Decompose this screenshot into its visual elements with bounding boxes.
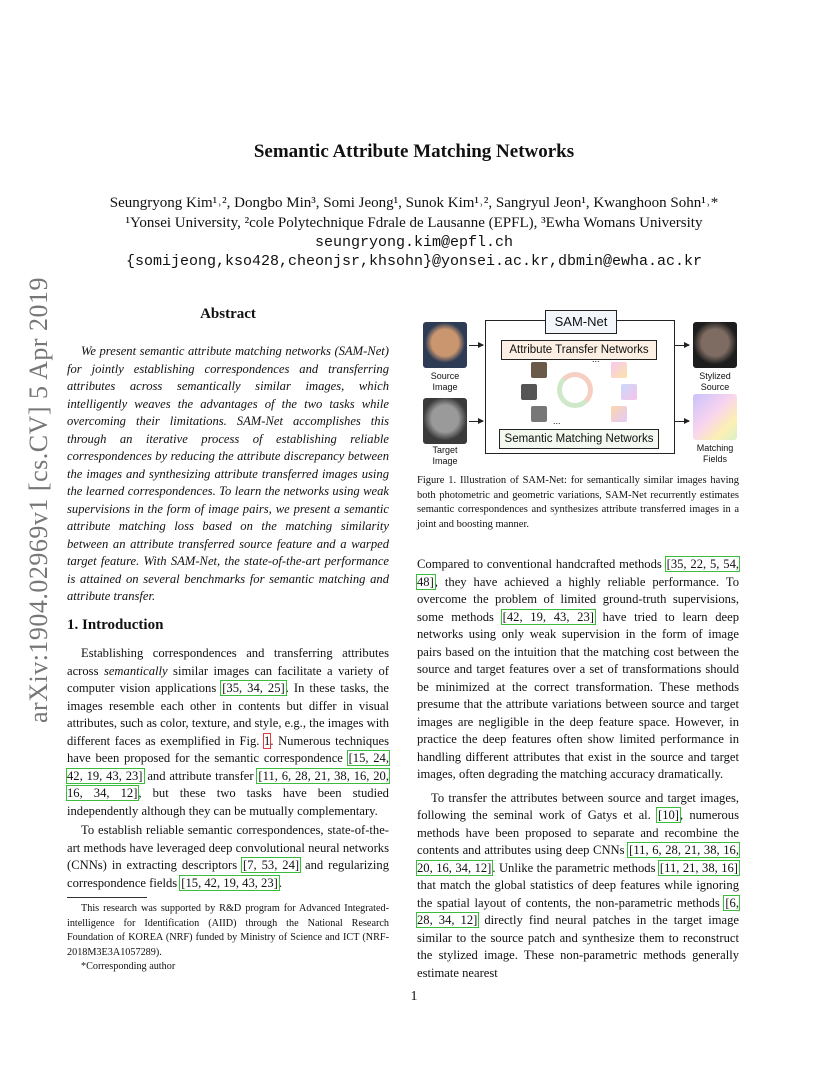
stylized-source-image bbox=[693, 322, 737, 368]
citation-link[interactable]: [11, 6, 28, 21, 38, 16, 20, 16, 34, 12] bbox=[67, 768, 390, 800]
ellipsis-bottom: ... bbox=[553, 416, 561, 426]
email-line-1: seungryong.kim@epfl.ch bbox=[314, 234, 514, 251]
right-paragraph-1: Compared to conventional handcrafted methods [35, 22, 5, 54, 48], they have achieved a highly reliable performance. To overcome the problem of limited ground-truth supervisions, some methods [42, 19, 43, 23] have tried to learn deep networks using only weak supervision in the form of image pairs based on the intuition that the matching cost between the source and target features over a set of transformations should be minimized at the correct transformation. These methods presume that the attribute variations between source and target images are negligible in the deep feature space. However, in practice the deep features often show limited performance in handling different attributes that exist in the source and target images, often degrading the matching accuracy dramatically. bbox=[417, 557, 740, 781]
right-paragraph-2: To transfer the attributes between source and target images, following the seminal work of Gatys et al. [10], numerous methods have been proposed to separate and recombine the contents and attributes using deep CNNs [11, 6, 28, 21, 38, 16, 20, 16, 34, 12]. Unlike the parametric methods [11, 21, 38, 16] that match the global statistics of deep features while ignoring the spatial layout of contents, the non-parametric methods [6, 28, 34, 12] directly find neural patches in the target image similar to the source patch and synthesize them to reconstruct the stylized image. These non-parametric methods generally estimate nearest bbox=[417, 790, 739, 980]
intermediate-face-thumb bbox=[531, 362, 547, 378]
source-image-label: Source Image bbox=[430, 371, 460, 392]
output-arrow bbox=[675, 345, 689, 346]
intermediate-field-thumb bbox=[611, 362, 627, 378]
affiliations: ¹Yonsei University, ²cole Polytechnique Fdrale de Lausanne (EPFL), ³Ewha Womans University bbox=[125, 215, 703, 231]
attribute-transfer-networks-box: Attribute Transfer Networks bbox=[501, 340, 657, 360]
citation-link[interactable]: [35, 34, 25] bbox=[222, 681, 285, 695]
recurrent-cycle-icon bbox=[557, 372, 593, 408]
figure-1-caption: Figure 1. Illustration of SAM-Net: for semantically similar images having both photometric and geometric variations, SAM-Net recurrently estimates semantic correspondences and synthesizes attribute transferred images in a joint and boosting manner. bbox=[417, 475, 739, 530]
output-arrow bbox=[675, 421, 689, 422]
abstract-heading: Abstract bbox=[200, 306, 256, 322]
footnotes bbox=[67, 902, 389, 975]
arxiv-sidebar-stamp bbox=[14, 276, 64, 724]
citation-link[interactable]: [15, 42, 19, 43, 23] bbox=[181, 875, 278, 890]
author-names: Seungryong Kim¹˒², Dongbo Min³, Somi Jeong¹, Sunok Kim¹˒², Sangryul Jeon¹, Kwanghoon Sohn¹˒* bbox=[109, 195, 719, 211]
matching-fields-image bbox=[693, 394, 737, 440]
author-block bbox=[0, 193, 828, 233]
intermediate-face-thumb bbox=[531, 406, 547, 422]
paper-title: Semantic Attribute Matching Networks bbox=[253, 141, 575, 162]
footnote-funding: This research was supported by R&D program for Advanced Integrated-intelligence for Identification (AIID) through the National Research Foundation of KOREA (NRF) funded by Ministry of Science and ICT (NRF-2018M3E3A1057289). bbox=[67, 903, 389, 958]
citation-link[interactable]: [42, 19, 43, 23] bbox=[502, 609, 594, 624]
citation-link[interactable]: [7, 53, 24] bbox=[243, 858, 300, 872]
intermediate-field-thumb bbox=[611, 406, 627, 422]
intro-paragraph-1: Establishing correspondences and transferring attributes across semantically similar images can facilitate a variety of computer vision applications [35, 34, 25]. In these tasks, the images resemble each other in contents but differ in visual attributes, such as color, texture, and style, e.g., the images with different faces as exemplified in Fig. 1. Numerous techniques have been proposed for the semantic correspondence [15, 24, 42, 19, 43, 23] and attribute transfer [11, 6, 28, 21, 38, 16, 20, 16, 34, 12], but these two tasks have been studied independently although they can be mutually complementary. bbox=[67, 646, 390, 818]
footnote-corresponding: *Corresponding author bbox=[81, 961, 176, 972]
citation-link[interactable]: [6, 28, 34, 12] bbox=[417, 895, 739, 927]
figure-ref-link[interactable]: 1 bbox=[264, 733, 271, 748]
semantic-matching-networks-box: Semantic Matching Networks bbox=[499, 429, 659, 449]
citation-link[interactable]: [15, 24, 42, 19, 43, 23] bbox=[67, 751, 390, 783]
target-image-label: Target Image bbox=[432, 445, 458, 466]
email-line-2: {somijeong,kso428,cheonjsr,khsohn}@yonsei.ac.kr,dbmin@ewha.ac.kr bbox=[125, 253, 703, 270]
intro-body bbox=[67, 645, 389, 892]
intermediate-face-thumb bbox=[521, 384, 537, 400]
arxiv-id: arXiv:1904.02969v1 [cs.CV] 5 Apr 2019 bbox=[24, 276, 53, 724]
ellipsis-top: ... bbox=[592, 354, 600, 364]
citation-link[interactable]: [10] bbox=[658, 808, 679, 822]
figure-1 bbox=[417, 300, 739, 470]
abstract-text: We present semantic attribute matching networks (SAM-Net) for jointly establishing correspondences and transferring attributes across semantically similar images, which intelligently weaves the advantages of the two tasks while overcoming their limitations. SAM-Net accomplishes this through an iterative process of establishing reliable correspondences by reducing the attribute discrepancy between the images and synthesizing attribute transferred images using the learned correspondences. To learn the networks using weak supervisions in the form of image pairs, we present a semantic attribute matching loss based on the matching similarity between an attribute transferred source feature and a warped target feature. With SAM-Net, the state-of-the-art performance is attained on several benchmarks for semantic matching and attribute transfer. bbox=[67, 344, 389, 603]
stylized-source-label: Stylized Source bbox=[699, 371, 731, 392]
intro-paragraph-2: To establish reliable semantic correspondences, state-of-the-art methods have leveraged deep convolutional neural networks (CNNs) in extracting descriptors [7, 53, 24] and regularizing correspondence fields [15, 42, 19, 43, 23]. bbox=[67, 823, 389, 890]
intermediate-field-thumb bbox=[621, 384, 637, 400]
section-heading-introduction: 1. Introduction bbox=[67, 617, 164, 633]
page-number: 1 bbox=[410, 989, 418, 1004]
matching-fields-label: Matching Fields bbox=[696, 443, 734, 464]
citation-link[interactable]: [35, 22, 5, 54, 48] bbox=[417, 557, 740, 589]
right-column-body bbox=[417, 556, 739, 982]
footnote-rule bbox=[67, 897, 147, 898]
source-face-image bbox=[423, 322, 467, 368]
target-face-image bbox=[423, 398, 467, 444]
citation-link[interactable]: [11, 21, 38, 16] bbox=[659, 860, 738, 875]
citation-link[interactable]: [11, 6, 28, 21, 38, 16, 20, 16, 34, 12] bbox=[417, 843, 739, 875]
input-arrow bbox=[469, 421, 483, 422]
sam-net-label: SAM-Net bbox=[545, 310, 617, 334]
input-arrow bbox=[469, 345, 483, 346]
